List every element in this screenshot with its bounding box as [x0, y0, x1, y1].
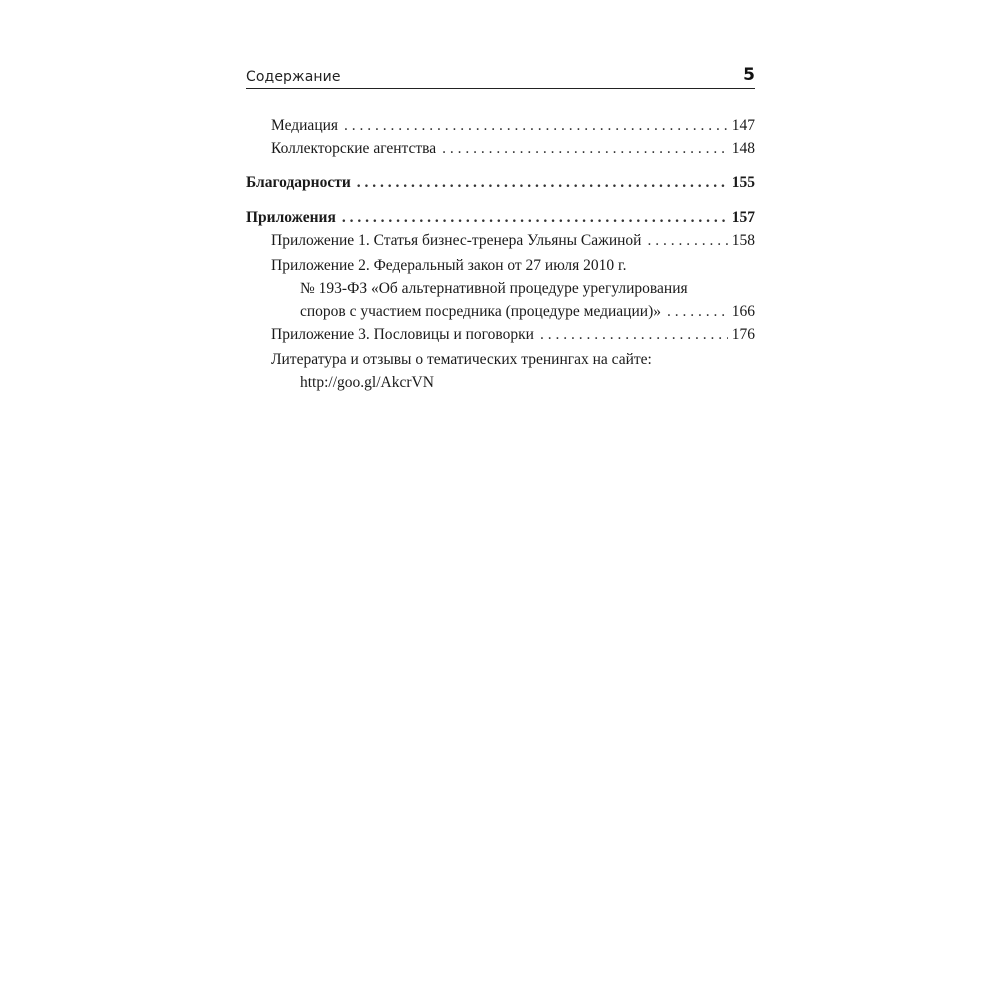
toc-entry-title-line: № 193-ФЗ «Об альтернативной процедуре урегулирования — [300, 280, 688, 297]
toc-entry-title: Благодарности — [246, 174, 351, 191]
toc-entry-page: 166 — [731, 303, 755, 320]
dot-leader — [540, 323, 728, 346]
toc-entry-page: 148 — [731, 140, 755, 157]
toc-entry-last-line — [246, 300, 755, 323]
page-number: 5 — [743, 65, 755, 85]
toc-entry-title: Приложение 3. Пословицы и поговорки — [271, 326, 534, 343]
dot-leader — [442, 137, 728, 160]
toc-entry-title: Медиация — [271, 117, 339, 134]
toc-entry-title-line: споров с участием посредника (процедуре медиации)» — [300, 303, 661, 320]
dot-leader — [344, 114, 728, 137]
running-header — [246, 64, 755, 89]
toc-entry-appendices[interactable] — [246, 206, 755, 229]
toc-entry-appendix-2[interactable] — [246, 254, 755, 323]
running-title: Содержание — [246, 69, 341, 85]
toc-entry-thanks[interactable] — [246, 171, 755, 194]
literature-link[interactable]: http://goo.gl/AkcrVN — [300, 374, 434, 391]
toc-entry-title-line: Приложение 2. Федеральный закон от 27 июля 2010 г. — [271, 257, 627, 274]
dot-leader — [357, 171, 728, 194]
toc-entry-page: 147 — [731, 117, 755, 134]
toc-entry-page: 155 — [731, 174, 755, 191]
toc-entry-page: 157 — [731, 209, 755, 226]
table-of-contents — [246, 114, 755, 394]
toc-entry-title: Приложение 1. Статья бизнес-тренера Ульяны Сажиной — [271, 232, 642, 249]
toc-entry-literature — [246, 348, 755, 394]
literature-title: Литература и отзывы о тематических тренингах на сайте: — [271, 351, 652, 368]
toc-entry-collectors[interactable] — [246, 137, 755, 160]
toc-entry-title: Приложения — [246, 209, 336, 226]
toc-entry-title: Коллекторские агентства — [271, 140, 437, 157]
toc-entry-mediation[interactable] — [246, 114, 755, 137]
toc-entry-page: 176 — [731, 326, 755, 343]
toc-entry-appendix-1[interactable] — [246, 229, 755, 252]
toc-entry-page: 158 — [731, 232, 755, 249]
dot-leader — [342, 206, 728, 229]
dot-leader — [647, 229, 727, 252]
toc-entry-appendix-3[interactable] — [246, 323, 755, 346]
dot-leader — [667, 300, 728, 323]
